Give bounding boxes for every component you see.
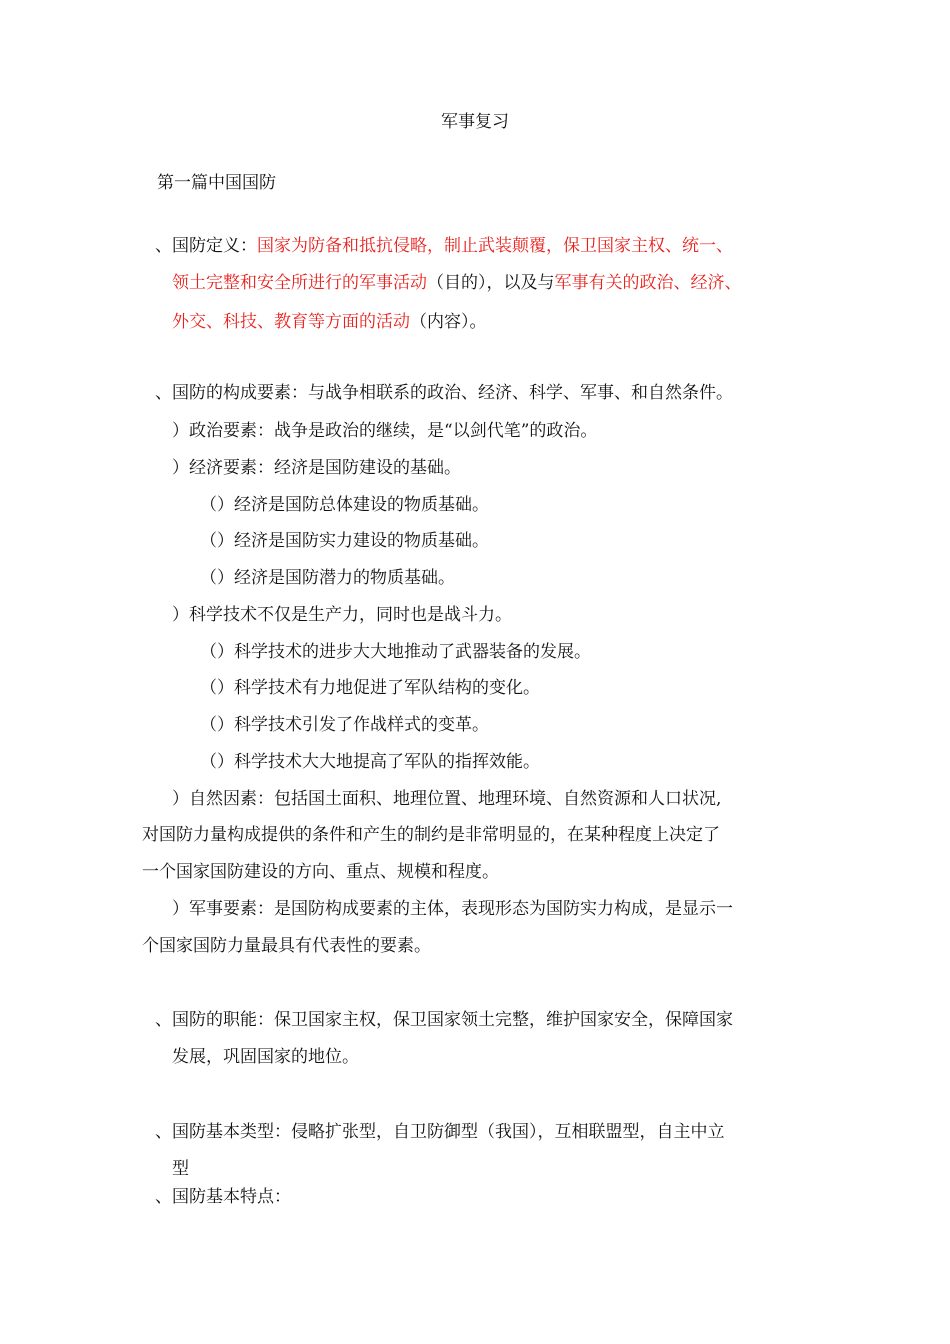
military-item-cont: 个国家国防力量最具有代表性的要素。	[142, 936, 431, 956]
types-heading: 、国防基本类型：侵略扩张型，自卫防御型（我国），互相联盟型，自主中立	[155, 1122, 725, 1142]
science-subitem: （）科学技术的进步大大地推动了武器装备的发展。	[200, 642, 591, 662]
science-subitem: （）科学技术大大地提高了军队的指挥效能。	[200, 752, 540, 772]
features-heading: 、国防基本特点：	[155, 1187, 291, 1207]
economy-subitem: （）经济是国防潜力的物质基础。	[200, 568, 455, 588]
definition-label: 、国防定义：	[155, 236, 257, 256]
definition-line-2	[172, 271, 742, 295]
nature-item-cont: 对国防力量构成提供的条件和产生的制约是非常明显的，在某种程度上决定了	[142, 825, 720, 845]
definition-highlight: 军事有关的政治、经济、	[554, 273, 742, 293]
chapter-heading: 第一篇中国国防	[157, 173, 276, 193]
politics-item: ）政治要素：战争是政治的继续，是“以剑代笔”的政治。	[172, 421, 598, 441]
science-subitem: （）科学技术有力地促进了军队结构的变化。	[200, 678, 540, 698]
definition-text: （目的），以及与	[427, 273, 555, 293]
economy-subitem: （）经济是国防总体建设的物质基础。	[200, 495, 489, 515]
military-item: ）军事要素：是国防构成要素的主体，表现形态为国防实力构成，是显示一	[172, 899, 733, 919]
definition-line-1	[155, 234, 733, 258]
economy-subitem: （）经济是国防实力建设的物质基础。	[200, 531, 489, 551]
science-subitem: （）科学技术引发了作战样式的变革。	[200, 715, 489, 735]
definition-line-3	[172, 310, 487, 334]
elements-heading: 、国防的构成要素：与战争相联系的政治、经济、科学、军事、和自然条件。	[155, 383, 733, 403]
types-cont: 型	[172, 1159, 189, 1179]
page-title: 军事复习	[441, 112, 509, 132]
nature-item: ）自然因素：包括国土面积、地理位置、地理环境、自然资源和人口状况,	[172, 789, 722, 809]
definition-highlight: 国家为防备和抵抗侵略，制止武装颠覆，保卫国家主权、统一、	[257, 236, 733, 256]
definition-text: （内容）。	[410, 312, 487, 332]
nature-item-cont: 一个国家国防建设的方向、重点、规模和程度。	[142, 862, 499, 882]
functions-cont: 发展，巩固国家的地位。	[172, 1047, 359, 1067]
economy-item: ）经济要素：经济是国防建设的基础。	[172, 458, 461, 478]
definition-highlight: 领土完整和安全所进行的军事活动	[172, 273, 427, 293]
science-item: ）科学技术不仅是生产力，同时也是战斗力。	[172, 605, 512, 625]
functions-heading: 、国防的职能：保卫国家主权，保卫国家领土完整，维护国家安全，保障国家	[155, 1010, 733, 1030]
definition-highlight: 外交、科技、教育等方面的活动	[172, 312, 410, 332]
